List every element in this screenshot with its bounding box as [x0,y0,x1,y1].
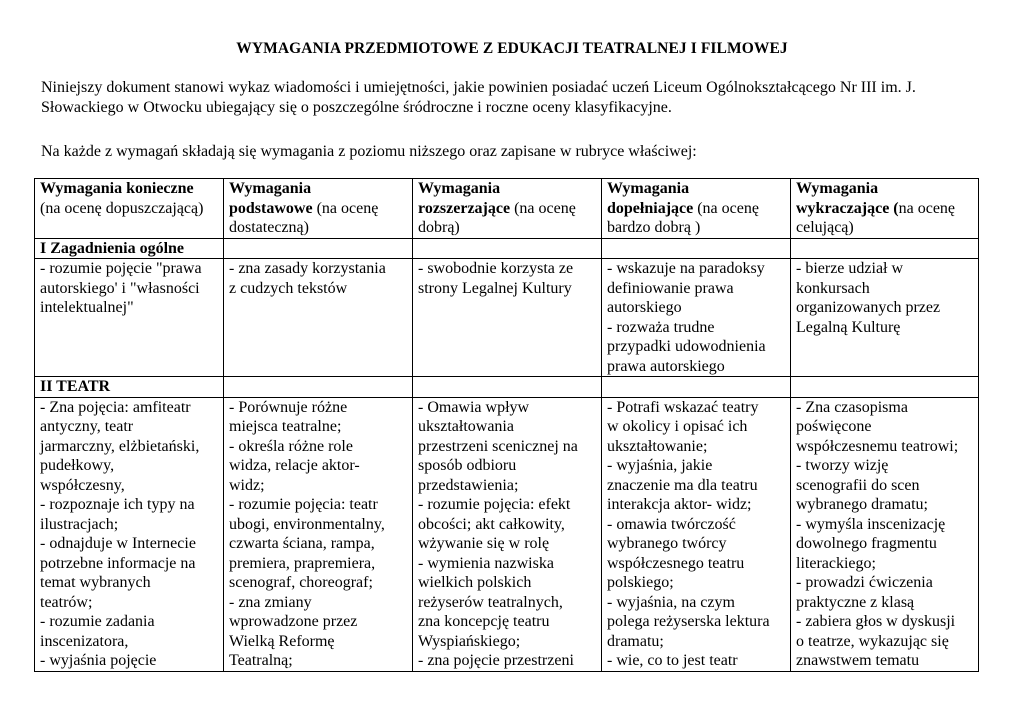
cell-text-line: jarmarczny, elżbietański, [40,437,200,455]
cell-text-line: dramatu; [607,632,664,650]
cell-text-line: - rozumie pojęcia: teatr [229,496,378,513]
header-cell-basic: Wymagania podstawowe (na ocenę dostateczną) [224,179,413,239]
cell-text-line: premiera, prapremiera, [229,554,376,572]
cell-text-line: - zna zmiany [229,593,312,611]
cell-text-line: współczesny, [40,476,125,494]
cell-text-line: antyczny, teatr [40,418,134,435]
cell-text-line: dowolnego fragmentu [796,535,937,552]
cell-text-line: w okolicy i opisać ich [607,418,748,435]
cell-text-line: - Zna czasopisma [796,398,908,416]
intro-line: Niniejszy dokument stanowi wykaz wiadomości i umiejętności, jakie powinien posiadać uczeń Liceum Ogólnokształcącego Nr III im. J. [41,79,916,96]
section-row [35,377,979,398]
cell-text-line: autorskiego' i "własności [40,279,200,297]
section-title: I Zagadnienia ogólne [35,238,224,259]
cell-text-line: potrzebne informacje na [40,554,196,572]
cell-text-line: zna koncepcję teatru [418,613,550,630]
cell-text-line: pudełkowy, [40,457,115,474]
cell-text-line: praktyczne z klasą [796,593,915,611]
cell-text-line: poświęcone [796,418,872,435]
cell-text-line: - wskazuje na paradoksy [607,260,765,277]
cell-text-line: scenografii do scen [796,476,920,494]
cell-text-line: sposób odbioru [418,457,517,474]
intro-note: Na każde z wymagań składają się wymagania z poziomu niższego oraz zapisane w rubryce właściwej: [41,143,697,160]
cell-text-line: temat wybranych [40,574,151,591]
cell-text-line: przypadki udowodnienia [607,338,766,355]
header-cell-extended: Wymagania rozszerzające (na ocenę dobrą) [413,179,602,239]
cell-text-line: Wielką Reformę [229,632,335,650]
cell-text-line: konkursach [796,279,870,297]
cell-text-line: ubogi, environmentalny, [229,515,385,533]
cell-text-line: - tworzy wizję [796,457,889,474]
header-cell-complementary: Wymagania dopełniające (na ocenę bardzo dobrą ) [602,179,791,239]
table-cell [224,259,413,377]
cell-text-line: - odnajduje w Internecie [40,535,196,552]
cell-text-line: - wyjaśnia, jakie [607,457,713,474]
cell-text-line: przedstawienia; [418,476,519,494]
cell-text-line: - omawia twórczość [607,515,736,533]
cell-text-line: ukształtowania [418,418,514,435]
cell-text-line: - wyjaśnia, na czym [607,593,735,611]
cell-text-line: autorskiego [607,299,682,316]
table-cell [35,397,224,671]
cell-text-line: - wyjaśnia pojęcie [40,652,157,669]
cell-text-line: - wymyśla inscenizację [796,515,946,533]
cell-text-line: czwarta ściana, rampa, [229,535,375,552]
cell-text-line: wprowadzone przez [229,613,358,630]
table-row [35,397,979,671]
table-header-row [35,179,979,239]
header-cell-necessary: Wymagania konieczne (na ocenę dopuszczającą) [35,179,224,239]
cell-text-line: polega reżyserska lektura [607,613,770,630]
cell-text-line: z cudzych tekstów [229,279,348,297]
table-cell [602,259,791,377]
cell-text-line: ukształtowanie; [607,437,708,455]
cell-text-line: - rozumie pojęcia: efekt [418,496,571,513]
cell-text-line: współczesnemu teatrowi; [796,437,959,455]
cell-text-line: definiowanie prawa [607,279,734,297]
cell-text-line: organizowanych przez [796,299,941,316]
table-cell [602,397,791,671]
cell-text-line: - Zna pojęcia: amfiteatr [40,398,191,416]
cell-text-line: polskiego; [607,574,674,591]
cell-text-line: przestrzeni scenicznej na [418,437,578,455]
cell-text-line: - zna pojęcie przestrzeni [418,652,574,669]
table-cell [224,397,413,671]
section-row [35,238,979,259]
cell-text-line: - swobodnie korzysta ze [418,260,574,277]
cell-text-line: ilustracjach; [40,515,119,533]
cell-text-line: wielkich polskich [418,574,532,591]
cell-text-line: - Potrafi wskazać teatry [607,398,759,416]
cell-text-line: znawstwem tematu [796,652,920,669]
cell-text-line: widz; [229,476,265,494]
cell-text-line: - rozważa trudne [607,318,715,336]
cell-text-line: widza, relacje aktor- [229,457,360,474]
cell-text-line: - wie, co to jest teatr [607,652,738,669]
cell-text-line: obcości; akt całkowity, [418,515,565,533]
intro-line: Słowackiego w Otwocku ubiegający się o poszczególne śródroczne i roczne oceny klasyfikacyjne. [41,99,672,116]
cell-text-line: literackiego; [796,554,876,572]
requirements-table [34,178,979,672]
section-title: II TEATR [35,377,224,398]
cell-text-line: - rozumie pojęcie "prawa [40,260,202,277]
cell-text-line: o teatrze, wykazując się [796,632,949,650]
cell-text-line: znaczenie ma dla teatru [607,476,758,494]
cell-text-line: - Omawia wpływ [418,398,530,416]
cell-text-line: - Porównuje różne [229,398,348,416]
cell-text-line: - rozumie zadania [40,613,155,630]
cell-text-line: Wyspiańskiego; [418,632,521,650]
document-title: WYMAGANIA PRZEDMIOTOWE Z EDUKACJI TEATRALNEJ I FILMOWEJ [236,40,788,57]
cell-text-line: Legalną Kulturę [796,318,901,336]
cell-text-line: wybranego twórcy [607,535,727,552]
header-cell-beyond: Wymagania wykraczające (na ocenę celującą) [791,179,979,239]
table-cell [35,259,224,377]
cell-text-line: współczesnego teatru [607,554,745,572]
cell-text-line: Teatralną; [229,652,293,669]
cell-text-line: scenograf, choreograf; [229,574,373,591]
table-cell [413,259,602,377]
table-row [35,259,979,377]
cell-text-line: interakcja aktor- widz; [607,496,752,513]
cell-text-line: prawa autorskiego [607,357,725,375]
cell-text-line: reżyserów teatralnych, [418,593,563,611]
intro-paragraph [41,78,991,118]
cell-text-line: inscenizatora, [40,632,129,650]
table-cell [791,259,979,377]
cell-text-line: - zna zasady korzystania [229,260,386,277]
cell-text-line: teatrów; [40,593,93,611]
table-cell [791,397,979,671]
cell-text-line: - bierze udział w [796,260,904,277]
cell-text-line: - rozpoznaje ich typy na [40,496,195,513]
cell-text-line: - wymienia nazwiska [418,554,554,572]
cell-text-line: wybranego dramatu; [796,496,928,513]
table-cell [413,397,602,671]
cell-text-line: - prowadzi ćwiczenia [796,574,933,591]
cell-text-line: miejsca teatralne; [229,418,342,435]
cell-text-line: strony Legalnej Kultury [418,279,572,297]
cell-text-line: intelektualnej" [40,299,134,316]
cell-text-line: wżywanie się w rolę [418,535,550,552]
cell-text-line: - określa różne role [229,437,353,455]
cell-text-line: - zabiera głos w dyskusji [796,613,956,630]
